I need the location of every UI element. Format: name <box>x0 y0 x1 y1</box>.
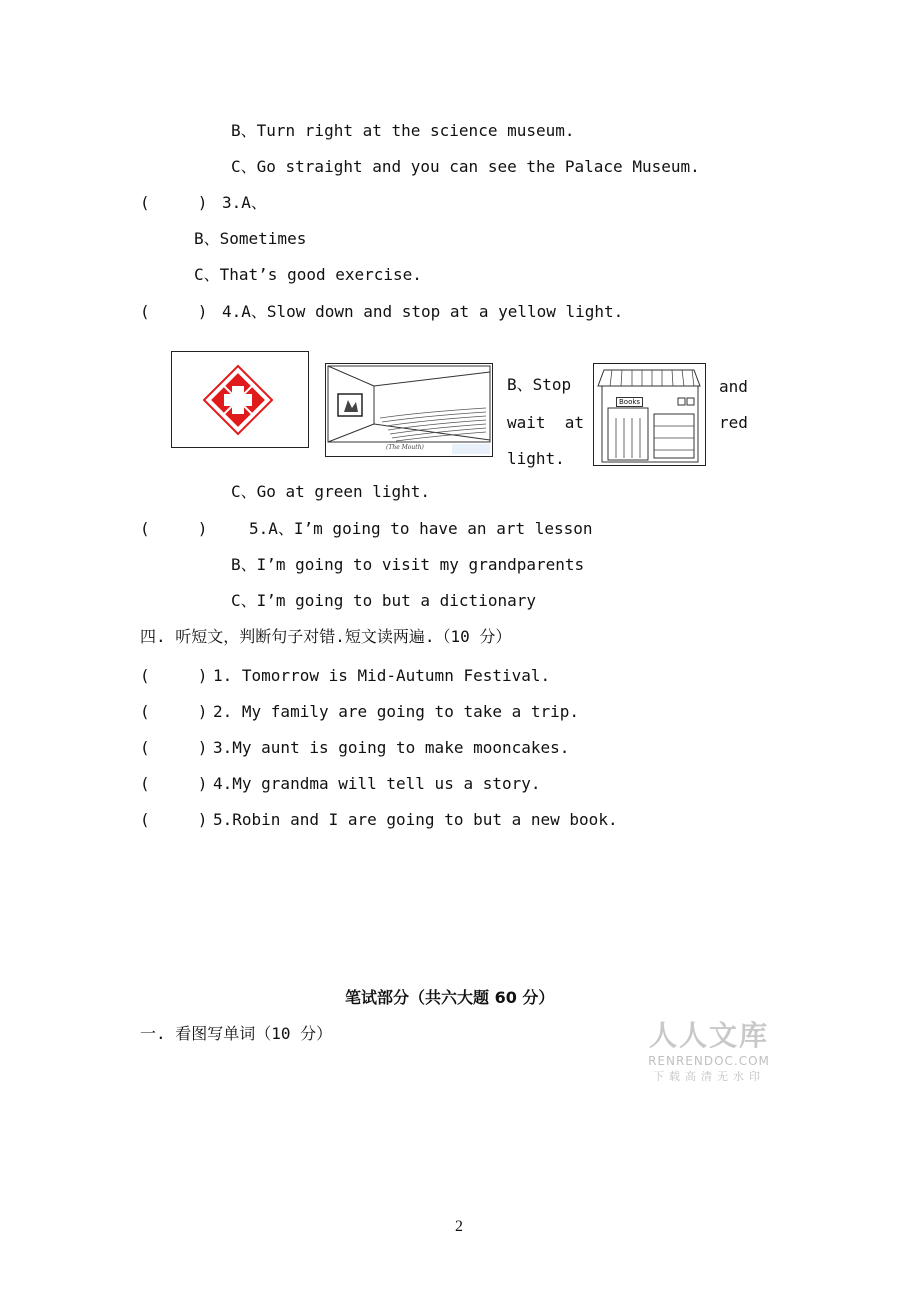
q3-option-c: C、That’s good exercise. <box>194 265 422 284</box>
s4-item1-blank[interactable]: ( ) <box>140 666 208 685</box>
q4-option-b-part2: wait at <box>507 413 585 432</box>
cinema-picture <box>325 363 493 457</box>
q4-option-a: 4.A、Slow down and stop at a yellow light. <box>222 302 624 321</box>
s4-item4-blank[interactable]: ( ) <box>140 774 208 793</box>
s4-item2-blank[interactable]: ( ) <box>140 702 208 721</box>
cinema-screen-icon <box>326 364 492 456</box>
q4-option-b-red: red <box>719 413 748 432</box>
q5-answer-blank[interactable]: ( ) <box>140 519 208 538</box>
s4-item3-text: 3.My aunt is going to make mooncakes. <box>213 738 570 757</box>
q5-option-a: 5.A、I’m going to have an art lesson <box>249 519 593 538</box>
cinema-caption: (The Mouth) <box>386 444 424 451</box>
q2-option-c: C、Go straight and you can see the Palace Museum. <box>231 157 700 176</box>
written-section1-heading: 一. 看图写单词（10 分） <box>140 1024 333 1043</box>
q2-option-b: B、Turn right at the science museum. <box>231 121 575 140</box>
q3-option-a: 3.A、 <box>222 193 267 212</box>
q4-option-c: C、Go at green light. <box>231 482 431 501</box>
q4-option-b-part3: light. <box>507 449 565 468</box>
q4-answer-blank[interactable]: ( ) <box>140 302 208 321</box>
watermark <box>646 1014 772 1084</box>
s4-item2-text: 2. My family are going to take a trip. <box>213 702 580 721</box>
s4-item5-text: 5.Robin and I are going to but a new book. <box>213 810 618 829</box>
s4-item4-text: 4.My grandma will tell us a story. <box>213 774 541 793</box>
section4-heading: 四. 听短文，判断句子对错.短文读两遍.（10 分） <box>140 627 512 646</box>
q4-option-b-and: and <box>719 377 748 396</box>
s4-item3-blank[interactable]: ( ) <box>140 738 208 757</box>
bookstore-picture <box>593 363 706 466</box>
books-sign: Books <box>616 397 643 407</box>
q4-option-b-part1: B、Stop <box>507 375 572 394</box>
q5-option-c: C、I’m going to but a dictionary <box>231 591 536 610</box>
bookstore-icon <box>594 364 705 465</box>
written-part-title: 笔试部分（共六大题 60 分） <box>345 988 555 1007</box>
hospital-cross-icon <box>172 352 308 447</box>
q5-option-b: B、I’m going to visit my grandparents <box>231 555 585 574</box>
q3-option-b: B、Sometimes <box>194 229 307 248</box>
s4-item1-text: 1. Tomorrow is Mid-Autumn Festival. <box>213 666 551 685</box>
watermark-title: 人人文库 <box>648 1019 769 1052</box>
q3-answer-blank[interactable]: ( ) <box>140 193 208 212</box>
hospital-sign-picture <box>171 351 309 448</box>
page-number: 2 <box>455 1218 463 1235</box>
watermark-url: RENRENDOC.COM <box>648 1054 770 1068</box>
s4-item5-blank[interactable]: ( ) <box>140 810 208 829</box>
watermark-subtitle: 下载高清无水印 <box>653 1070 765 1083</box>
